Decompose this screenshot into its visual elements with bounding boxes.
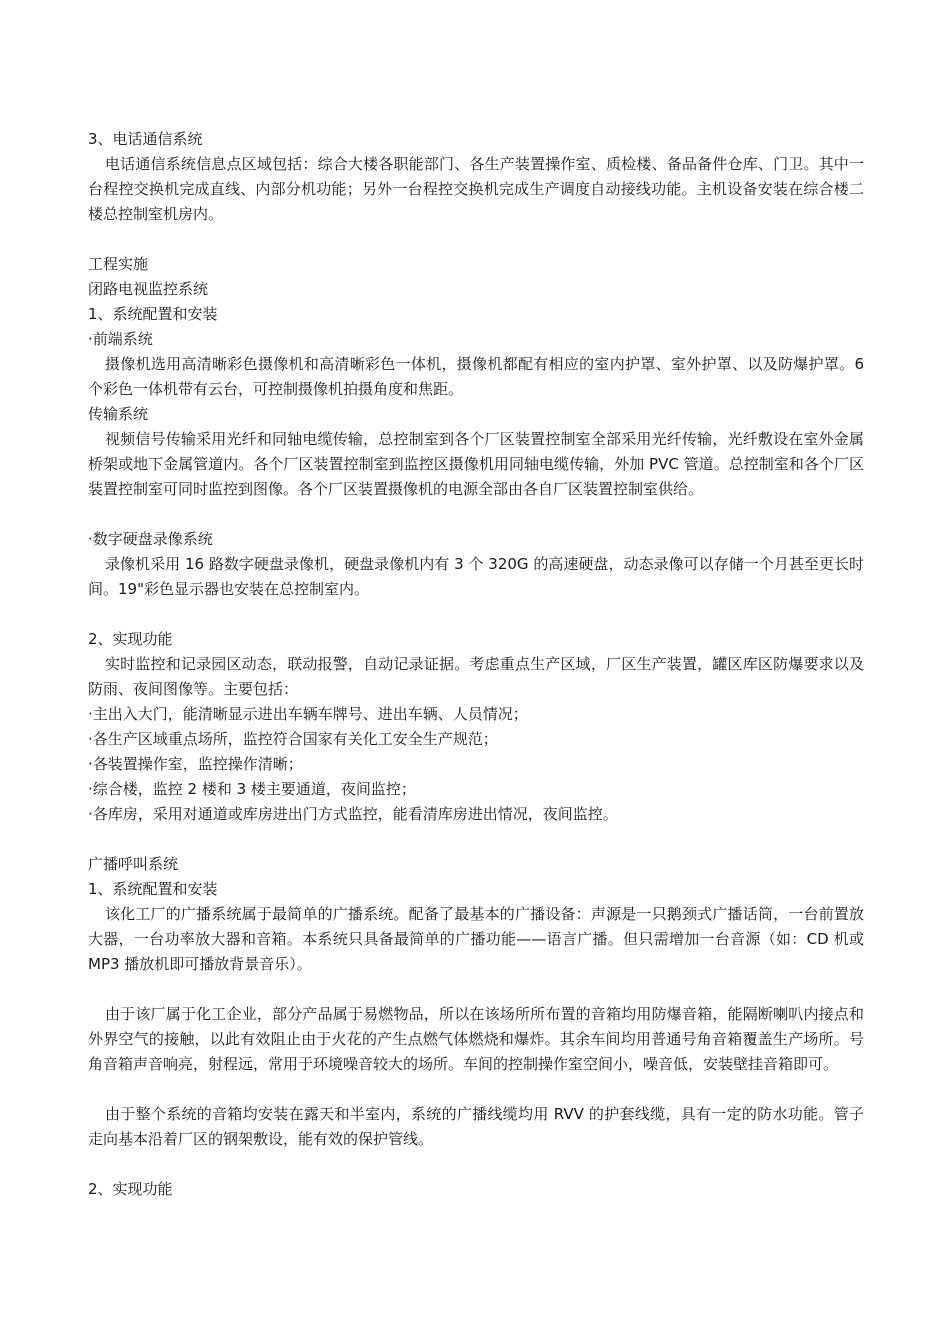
cctv-heading: 闭路电视监控系统	[88, 280, 209, 298]
spacer	[88, 1152, 864, 1177]
cctv-transmission-body: 视频信号传输采用光纤和同轴电缆传输，总控制室到各个厂区装置控制室全部采用光纤传输，光纤敷设在室外金属桥架或地下金属管道内。各个厂区装置控制室到监控区摄像机用同轴电缆传输，外加 PVC 管道。总控制室和各个厂区装置控制室可同时监控到图像。各个厂区装置摄像机的电源全部由各自厂区装置控制室供给。	[88, 430, 864, 498]
document-body	[88, 127, 864, 1202]
broadcast-body-1: 该化工厂的广播系统属于最简单的广播系统。配备了最基本的广播设备：声源是一只鹅颈式广播话筒，一台前置放大器，一台功率放大器和音箱。本系统只具备最简单的广播功能——语言广播。但只需增加一台音源（如：CD 机或 MP3 播放机即可播放背景音乐）。	[88, 905, 864, 973]
engineering-heading: 工程实施	[88, 255, 149, 273]
broadcast-function-heading: 2、实现功能	[88, 1180, 173, 1198]
cctv-function-body: 实时监控和记录园区动态，联动报警，自动记录证据。考虑重点生产区域，厂区生产装置，罐区库区防爆要求以及防雨、夜间图像等。主要包括：	[88, 655, 864, 698]
list-item: ·主出入大门，能清晰显示进出车辆车牌号、进出车辆、人员情况；	[88, 705, 528, 723]
list-item: ·各生产区域重点场所，监控符合国家有关化工安全生产规范；	[88, 730, 498, 748]
phone-section-heading: 3、电话通信系统	[88, 130, 203, 148]
spacer	[88, 502, 864, 527]
cctv-transmission-heading: 传输系统	[88, 405, 149, 423]
spacer	[88, 227, 864, 252]
spacer	[88, 827, 864, 852]
list-item: ·各装置操作室，监控操作清晰；	[88, 755, 303, 773]
spacer	[88, 977, 864, 1002]
list-item: ·各库房，采用对通道或库房进出门方式监控，能看清库房进出情况，夜间监控。	[88, 805, 618, 823]
broadcast-heading: 广播呼叫系统	[88, 855, 179, 873]
spacer	[88, 1077, 864, 1102]
cctv-config-heading: 1、系统配置和安装	[88, 305, 218, 323]
broadcast-config-heading: 1、系统配置和安装	[88, 880, 218, 898]
broadcast-body-2: 由于该厂属于化工企业，部分产品属于易燃物品，所以在该场所所布置的音箱均用防爆音箱，能隔断喇叭内接点和外界空气的接触，以此有效阻止由于火花的产生点燃气体燃烧和爆炸。其余车间均用普通号角音箱覆盖生产场所。号角音箱声音响亮，射程远，常用于环境噪音较大的场所。车间的控制操作室空间小，噪音低，安装壁挂音箱即可。	[88, 1005, 864, 1073]
cctv-dvr-heading: ·数字硬盘录像系统	[88, 530, 213, 548]
spacer	[88, 602, 864, 627]
list-item: ·综合楼，监控 2 楼和 3 楼主要通道，夜间监控；	[88, 780, 416, 798]
cctv-frontend-body: 摄像机选用高清晰彩色摄像机和高清晰彩色一体机，摄像机都配有相应的室内护罩、室外护罩、以及防爆护罩。6 个彩色一体机带有云台，可控制摄像机拍摄角度和焦距。	[88, 355, 864, 398]
phone-section-body: 电话通信系统信息点区域包括：综合大楼各职能部门、各生产装置操作室、质检楼、备品备件仓库、门卫。其中一台程控交换机完成直线、内部分机功能；另外一台程控交换机完成生产调度自动接线功能。主机设备安装在综合楼二楼总控制室机房内。	[88, 155, 864, 223]
cctv-frontend-heading: ·前端系统	[88, 330, 153, 348]
broadcast-body-3: 由于整个系统的音箱均安装在露天和半室内，系统的广播线缆均用 RVV 的护套线缆，具有一定的防水功能。管子走向基本沿着厂区的钢架敷设，能有效的保护管线。	[88, 1105, 864, 1148]
cctv-dvr-body: 录像机采用 16 路数字硬盘录像机，硬盘录像机内有 3 个 320G 的高速硬盘，动态录像可以存储一个月甚至更长时间。19"彩色显示器也安装在总控制室内。	[88, 555, 864, 598]
cctv-function-heading: 2、实现功能	[88, 630, 173, 648]
